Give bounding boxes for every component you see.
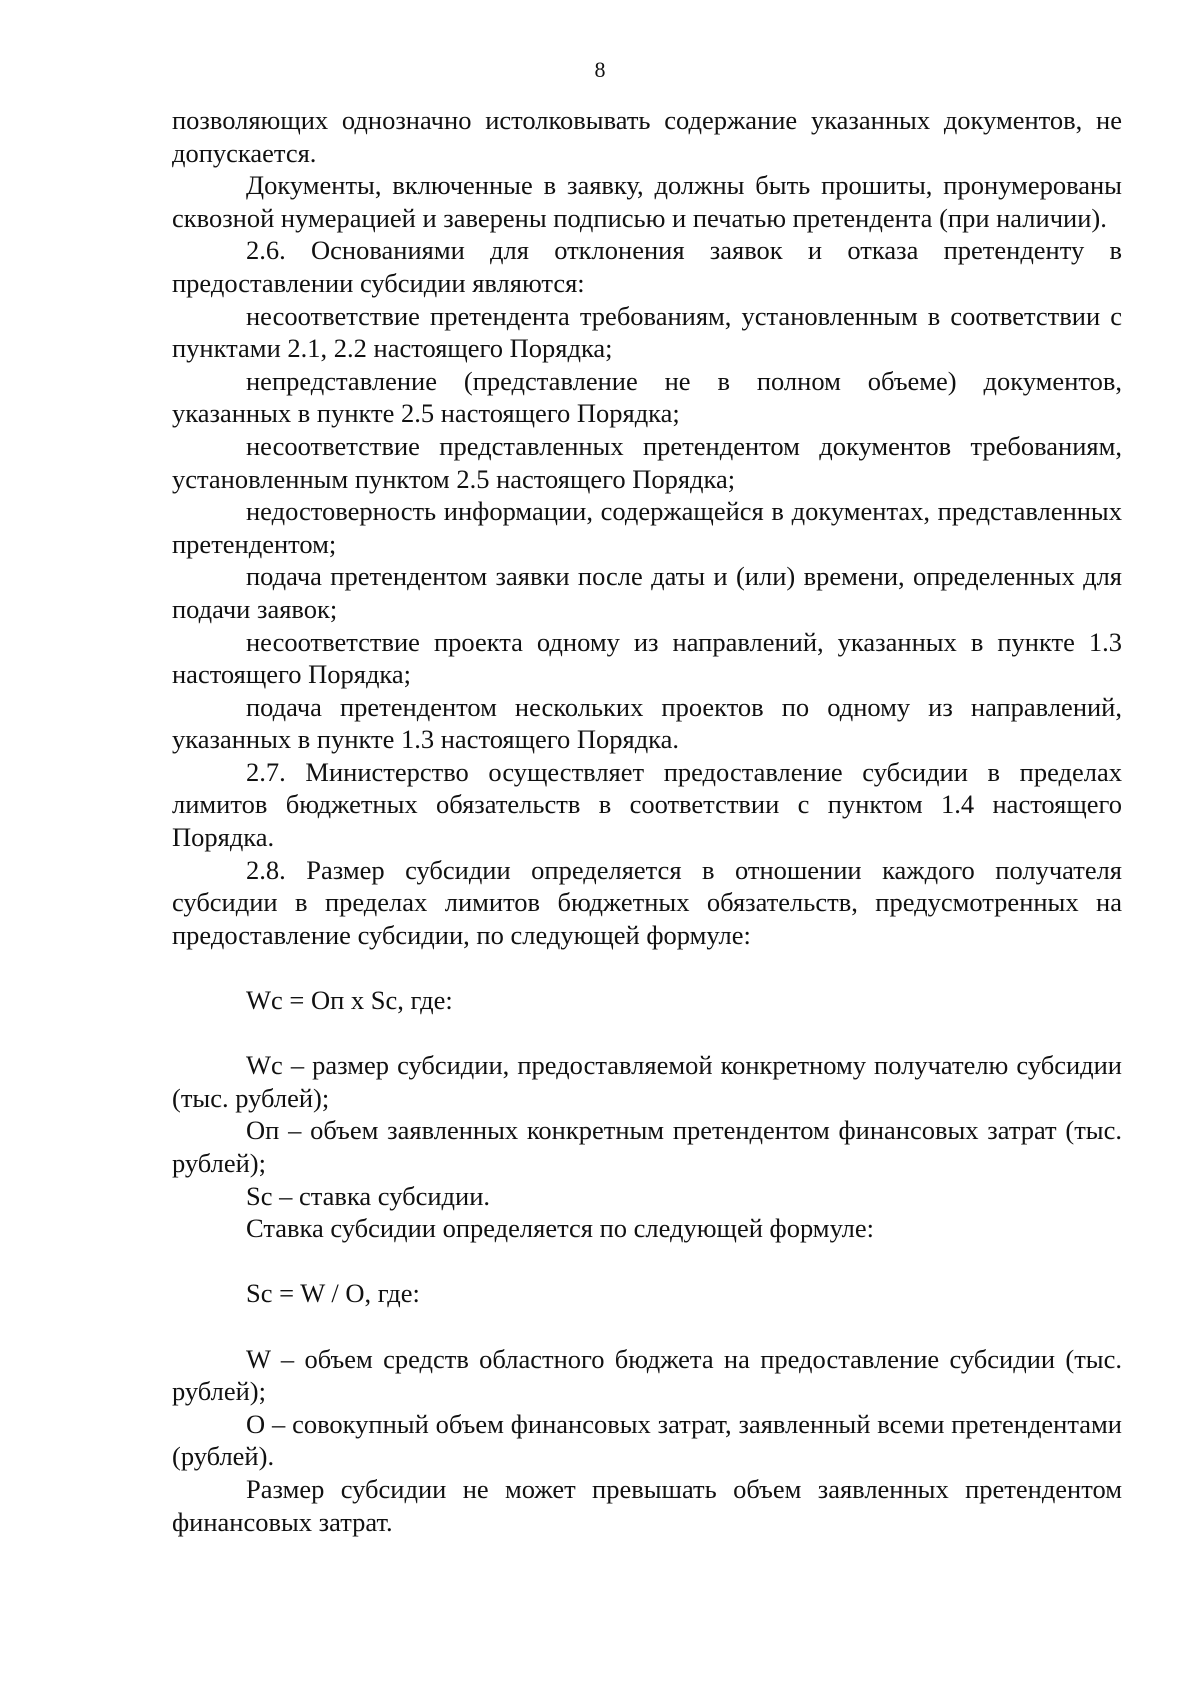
- list-item: недостоверность информации, содержащейся в документах, представленных претендентом;: [172, 496, 1122, 559]
- paragraph-2-7: 2.7. Министерство осуществляет предоставление субсидии в пределах лимитов бюджетных обязательств в соответствии с пунктом 1.4 настоящего Порядка.: [172, 756, 1122, 853]
- definition-op: Оп – объем заявленных конкретным претендентом финансовых затрат (тыс. рублей);: [172, 1115, 1122, 1178]
- definition-o: О – совокупный объем финансовых затрат, заявленный всеми претендентами (рублей).: [172, 1408, 1122, 1472]
- definition-w: W – объем средств областного бюджета на предоставление субсидии (тыс. рублей);: [172, 1343, 1122, 1407]
- document-body: [172, 104, 1122, 1538]
- list-item: несоответствие претендента требованиям, установленным в соответствии с пунктами 2.1, 2.2 настоящего Порядка;: [172, 300, 1122, 364]
- paragraph-2-8: 2.8. Размер субсидии определяется в отношении каждого получателя субсидии в пределах лимитов бюджетных обязательств, предусмотренных на предоставление субсидии, по следующей формуле:: [172, 854, 1122, 950]
- formula-sc: Sc = W / O, где:: [246, 1278, 420, 1309]
- formula-wc: Wc = Оп x Sc, где:: [246, 985, 453, 1016]
- definition-wc: Wc – размер субсидии, предоставляемой конкретному получателю субсидии (тыс. рублей);: [172, 1050, 1122, 1113]
- list-item: несоответствие проекта одному из направлений, указанных в пункте 1.3 настоящего Порядка;: [172, 626, 1122, 690]
- paragraph-2-6: 2.6. Основаниями для отклонения заявок и отказа претенденту в предоставлении субсидии являются:: [172, 235, 1122, 298]
- definition-sc: Sc – ставка субсидии.: [246, 1180, 491, 1211]
- list-item: непредставление (представление не в полном объеме) документов, указанных в пункте 2.5 настоящего Порядка;: [172, 365, 1122, 429]
- page-number: 8: [594, 57, 606, 82]
- paragraph-documents-binding: Документы, включенные в заявку, должны быть прошиты, пронумерованы сквозной нумерацией и заверены подписью и печатью претендента (при наличии).: [172, 170, 1122, 233]
- paragraph-continuation: позволяющих однозначно истолковывать содержание указанных документов, не допускается.: [172, 105, 1122, 168]
- paragraph-subsidy-limit: Размер субсидии не может превышать объем заявленных претендентом финансовых затрат.: [172, 1473, 1122, 1537]
- paragraph-rate-formula-intro: Ставка субсидии определяется по следующей формуле:: [246, 1213, 875, 1244]
- list-item: несоответствие представленных претендентом документов требованиям, установленным пунктом 2.5 настоящего Порядка;: [172, 430, 1122, 494]
- list-item: подача претендентом заявки после даты и (или) времени, определенных для подачи заявок;: [172, 561, 1122, 624]
- list-item: подача претендентом нескольких проектов по одному из направлений, указанных в пункте 1.3 настоящего Порядка.: [172, 691, 1122, 755]
